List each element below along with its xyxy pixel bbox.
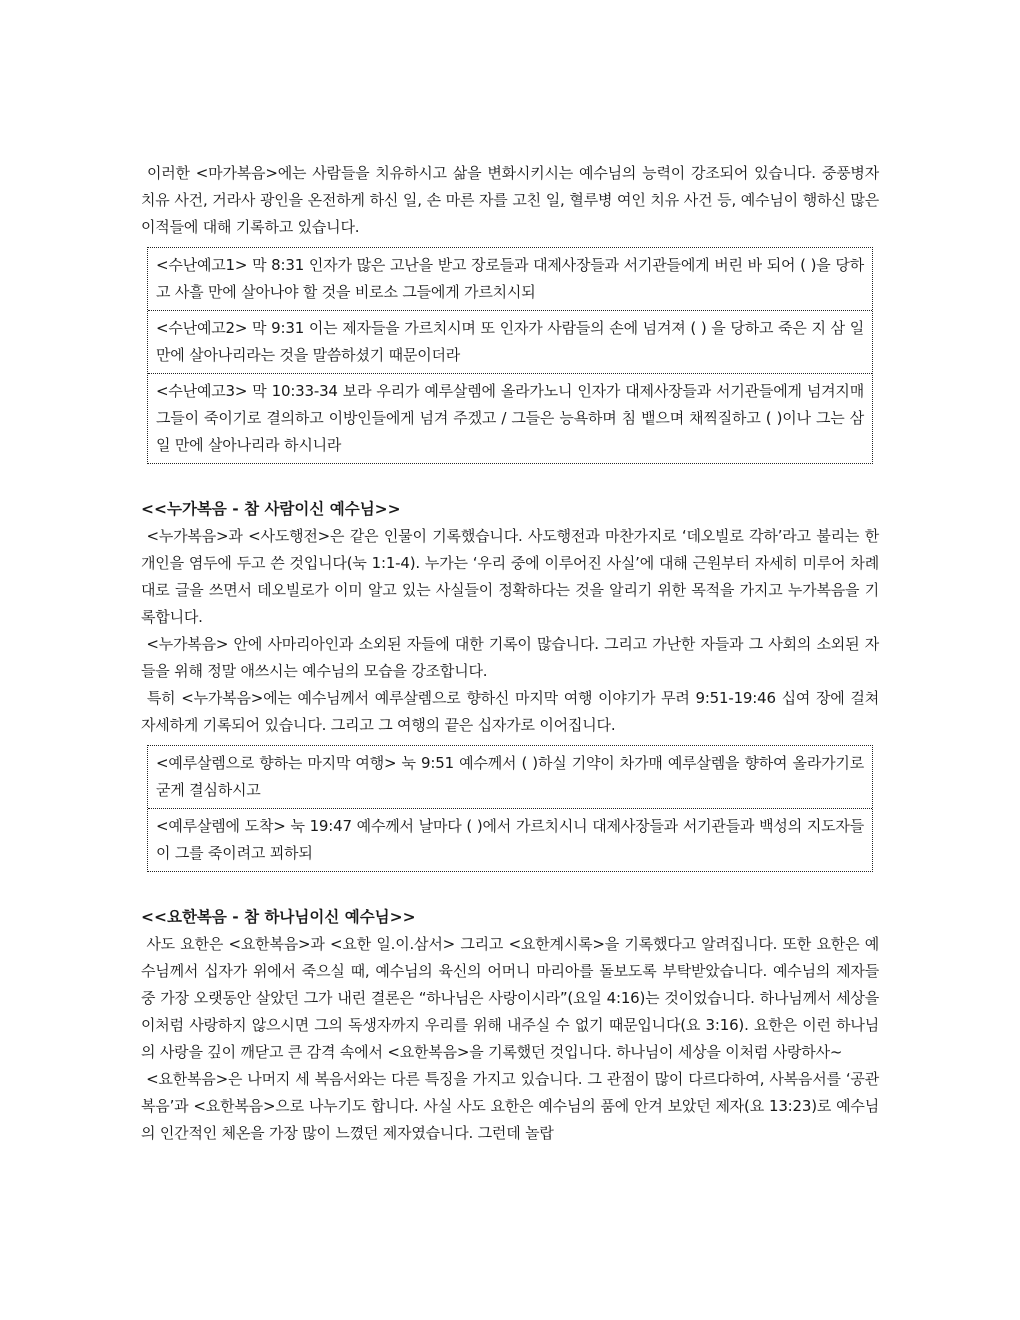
john-paragraph-2: <요한복음>은 나머지 세 복음서와는 다른 특징을 가지고 있습니다. 그 관점이 많이 다르다하여, 사복음서를 ‘공관복음’과 <요한복음>으로 나누기도 합니다. 사실 사도 요한은 예수님의 품에 안겨 보았던 제자(요 13:23)로 예수님의 인간적인 체온을 가장 많이 느꼈던 제자였습니다. 그런데 놀랍 [141,1070,879,1142]
luke-section-heading: <<누가복음 - 참 사람이신 예수님>> [141,500,401,518]
john-section-heading: <<요한복음 - 참 하나님이신 예수님>> [141,908,416,926]
john-paragraph-1: 사도 요한은 <요한복음>과 <요한 일.이.삼서> 그리고 <요한계시록>을 기록했다고 알려집니다. 또한 요한은 예수님께서 십자가 위에서 죽으실 때, 예수님의 육신의 어머니 마리아를 돌보도록 부탁받았습니다. 예수님의 제자들 중 가장 오랫동안 살았던 그가 내린 결론은 “하나님은 사랑이시라”(요일 4:16)는 것이었습니다. 하나님께서 세상을 이처럼 사랑하지 않으시면 그의 독생자까지 우리를 위해 내주실 수 없기 때문입니다(요 3:16). 요한은 이런 하나님의 사랑을 깊이 깨닫고 큰 감격 속에서 <요한복음>을 기록했던 것입니다. 하나님이 세상을 이처럼 사랑하사~ [141,935,879,1061]
journey-row-1: <예루살렘으로 향하는 마지막 여행> 눅 9:51 예수께서 ( )하실 기약이 차가매 예루살렘을 향하여 올라가기로 굳게 결심하시고 [156,754,864,799]
document-page [141,160,879,1147]
passion-prediction-2: <수난예고2> 막 9:31 이는 제자들을 가르치시며 또 인자가 사람들의 손에 넘겨져 ( ) 을 당하고 죽은 지 삼 일만에 살아나리라는 것을 말씀하셨기 때문이더라 [148,310,872,373]
mark-intro-paragraph: 이러한 <마가복음>에는 사람들을 치유하시고 삶을 변화시키시는 예수님의 능력이 강조되어 있습니다. 중풍병자 치유 사건, 거라사 광인을 온전하게 하신 일, 손 마른 자를 고친 일, 혈루병 여인 치유 사건 등, 예수님이 행하신 많은 이적들에 대해 기록하고 있습니다. [141,164,879,236]
luke-paragraph-2: <누가복음> 안에 사마리아인과 소외된 자들에 대한 기록이 많습니다. 그리고 가난한 자들과 그 사회의 소외된 자들을 위해 정말 애쓰시는 예수님의 모습을 강조합니다. [141,635,879,680]
passion-prediction-3: <수난예고3> 막 10:33-34 보라 우리가 예루살렘에 올라가노니 인자가 대제사장들과 서기관들에게 넘겨지매 그들이 죽이기로 결의하고 이방인들에게 넘겨 주겠고 / 그들은 능욕하며 침 뱉으며 채찍질하고 ( )이나 그는 삼 일 만에 살아나리라 하시니라 [148,373,872,463]
passion-predictions-box [147,247,873,464]
passion-prediction-1: <수난예고1> 막 8:31 인자가 많은 고난을 받고 장로들과 대제사장들과 서기관들에게 버린 바 되어 ( )을 당하고 사흘 만에 살아나야 할 것을 비로소 그들에게 가르치시되 [156,256,864,301]
jerusalem-journey-box [147,745,873,872]
journey-row-2: <예루살렘에 도착> 눅 19:47 예수께서 날마다 ( )에서 가르치시니 대제사장들과 서기관들과 백성의 지도자들이 그를 죽이려고 꾀하되 [148,808,872,871]
luke-paragraph-1: <누가복음>과 <사도행전>은 같은 인물이 기록했습니다. 사도행전과 마찬가지로 ‘데오빌로 각하’라고 불리는 한 개인을 염두에 두고 쓴 것입니다(눅 1:1-4). 누가는 ‘우리 중에 이루어진 사실’에 대해 근원부터 자세히 미루어 차례대로 글을 쓰면서 데오빌로가 이미 알고 있는 사실들이 정확하다는 것을 알리기 위한 목적을 가지고 누가복음을 기록합니다. [141,527,879,626]
luke-paragraph-3: 특히 <누가복음>에는 예수님께서 예루살렘으로 향하신 마지막 여행 이야기가 무려 9:51-19:46 십여 장에 걸쳐 자세하게 기록되어 있습니다. 그리고 그 여행의 끝은 십자가로 이어집니다. [141,689,879,734]
